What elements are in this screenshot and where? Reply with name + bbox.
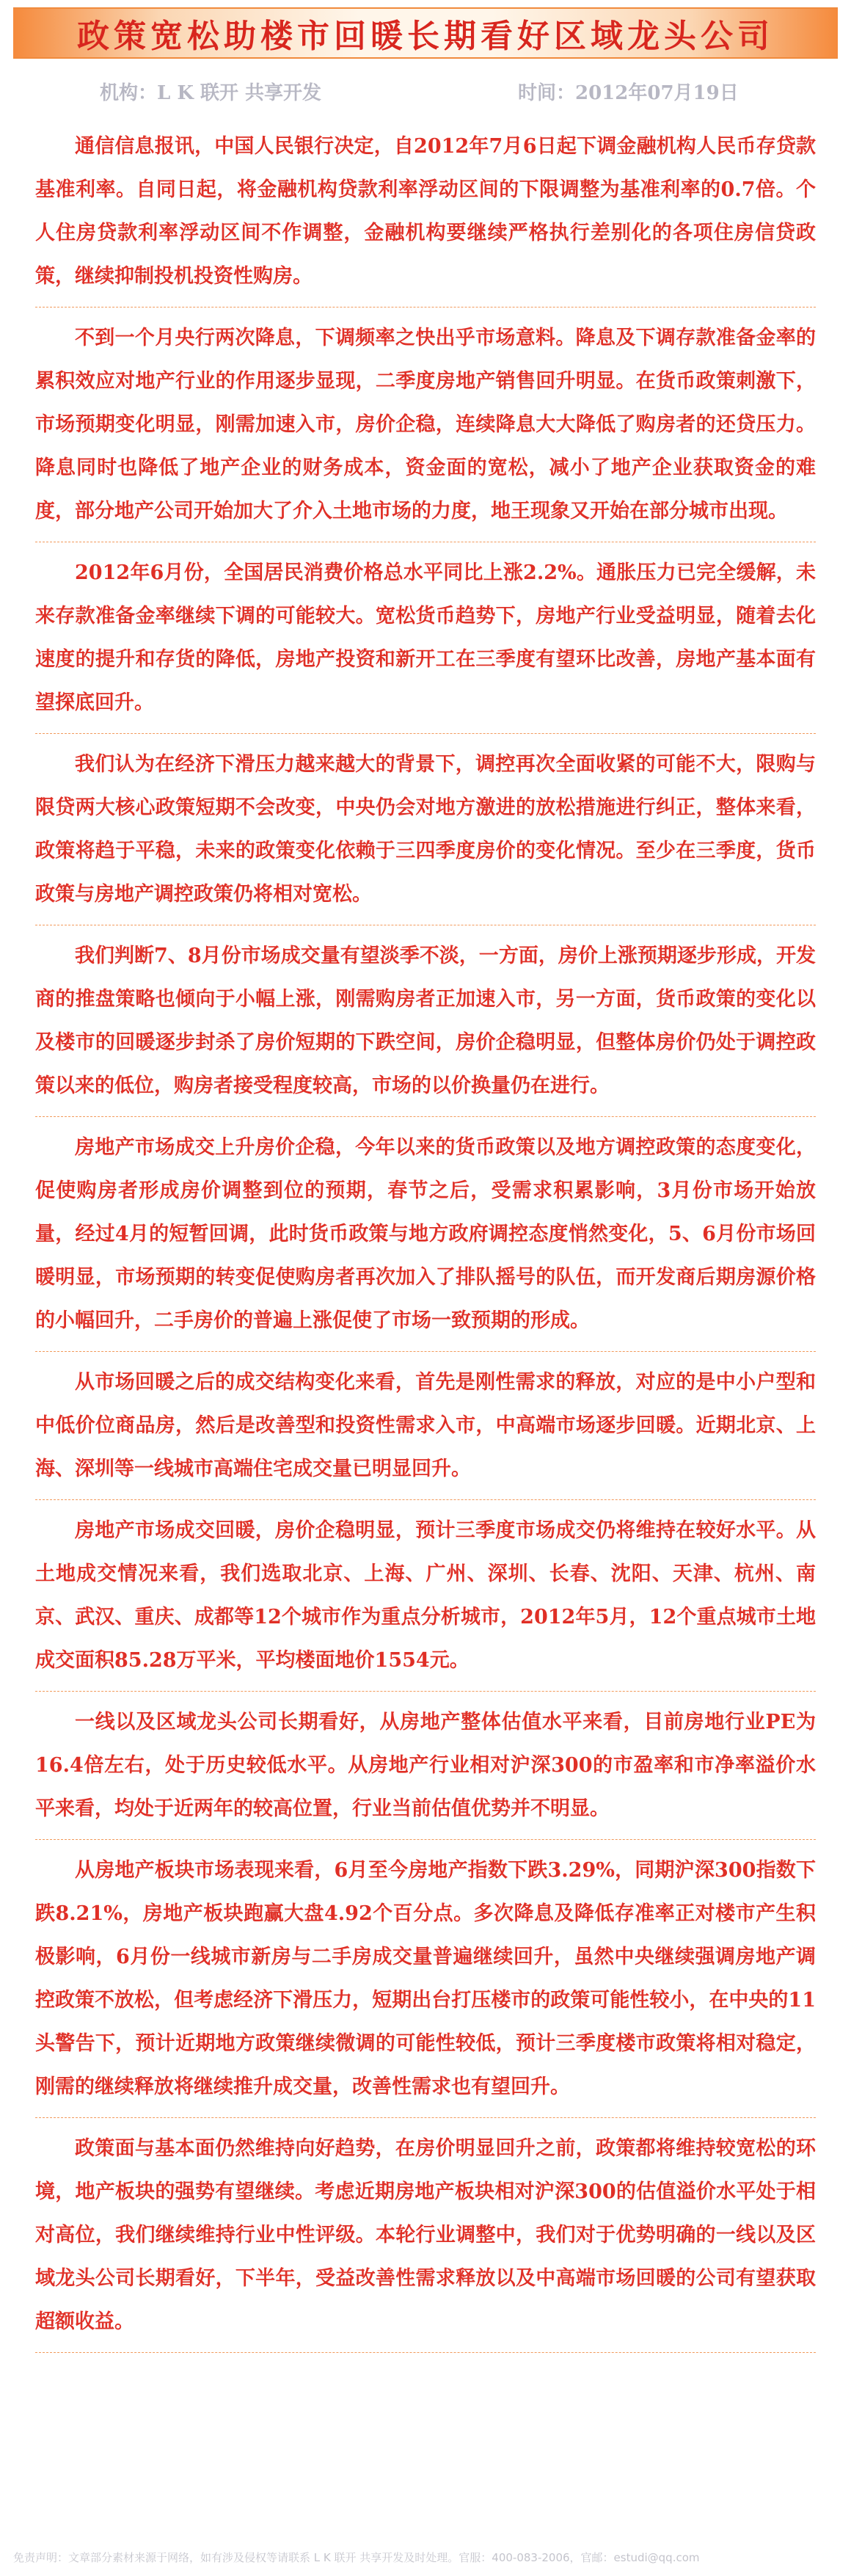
article-paragraph: 从房地产板块市场表现来看，6月至今房地产指数下跌3.29%，同期沪深300指数下跌8.21%，房地产板块跑赢大盘4.92个百分点。多次降息及降低存准率正对楼市产生积极影响，6月份一线城市新房与二手房成交量普遍继续回升，虽然中央继续强调房地产调控政策不放松，但考虑经济下滑压力，短期出台打压楼市的政策可能性较小，在中央的11头警告下，预计近期地方政策继续微调的可能性较低，预计三季度楼市政策将相对稳定，刚需的继续释放将继续推升成交量，改善性需求也有望回升。	[35, 1849, 816, 2118]
page-title: 政策宽松助楼市回暖长期看好区域龙头公司	[77, 18, 774, 55]
footer-disclaimer: 免责声明：文章部分素材来源于网络，如有涉及侵权等请联系 L K 联开 共享开发及时处理。官服：400-083-2006，官邮：estudi@qq.com	[13, 2551, 700, 2564]
article-date: 时间：2012年07月19日	[518, 82, 739, 104]
article-paragraph: 从市场回暖之后的成交结构变化来看，首先是刚性需求的释放，对应的是中小户型和中低价位商品房，然后是改善型和投资性需求入市，中高端市场逐步回暖。近期北京、上海、深圳等一线城市高端住宅成交量已明显回升。	[35, 1361, 816, 1500]
article-paragraph: 2012年6月份，全国居民消费价格总水平同比上涨2.2%。通胀压力已完全缓解，未来存款准备金率继续下调的可能较大。宽松货币趋势下，房地产行业受益明显，随着去化速度的提升和存货的降低，房地产投资和新开工在三季度有望环比改善，房地产基本面有望探底回升。	[35, 551, 816, 734]
title-banner	[13, 7, 838, 59]
article-paragraph: 通信信息报讯，中国人民银行决定，自2012年7月6日起下调金融机构人民币存贷款基准利率。自同日起，将金融机构贷款利率浮动区间的下限调整为基准利率的0.7倍。个人住房贷款利率浮动区间不作调整，金融机构要继续严格执行差别化的各项住房信贷政策，继续抑制投机投资性购房。	[35, 125, 816, 308]
article-organization: 机构：L K 联开 共享开发	[100, 82, 322, 104]
article-paragraph: 房地产市场成交回暖，房价企稳明显，预计三季度市场成交仍将维持在较好水平。从土地成交情况来看，我们选取北京、上海、广州、深圳、长春、沈阳、天津、杭州、南京、武汉、重庆、成都等12个城市作为重点分析城市，2012年5月，12个重点城市土地成交面积85.28万平米，平均楼面地价1554元。	[35, 1509, 816, 1692]
article-body	[35, 125, 816, 2353]
article-paragraph: 一线以及区域龙头公司长期看好，从房地产整体估值水平来看，目前房地行业PE为16.4倍左右，处于历史较低水平。从房地产行业相对沪深300的市盈率和市净率溢价水平来看，均处于近两年的较高位置，行业当前估值优势并不明显。	[35, 1700, 816, 1840]
article-paragraph: 不到一个月央行两次降息，下调频率之快出乎市场意料。降息及下调存款准备金率的累积效应对地产行业的作用逐步显现，二季度房地产销售回升明显。在货币政策刺激下，市场预期变化明显，刚需加速入市，房价企稳，连续降息大大降低了购房者的还贷压力。降息同时也降低了地产企业的财务成本，资金面的宽松，减小了地产企业获取资金的难度，部分地产公司开始加大了介入土地市场的力度，地王现象又开始在部分城市出现。	[35, 316, 816, 542]
article-meta	[0, 78, 851, 107]
article-paragraph: 政策面与基本面仍然维持向好趋势，在房价明显回升之前，政策都将维持较宽松的环境，地产板块的强势有望继续。考虑近期房地产板块相对沪深300的估值溢价水平处于相对高位，我们继续维持行业中性评级。本轮行业调整中，我们对于优势明确的一线以及区域龙头公司长期看好，下半年，受益改善性需求释放以及中高端市场回暖的公司有望获取超额收益。	[35, 2127, 816, 2353]
article-paragraph: 我们认为在经济下滑压力越来越大的背景下，调控再次全面收紧的可能不大，限购与限贷两大核心政策短期不会改变，中央仍会对地方激进的放松措施进行纠正，整体来看，政策将趋于平稳，未来的政策变化依赖于三四季度房价的变化情况。至少在三季度，货币政策与房地产调控政策仍将相对宽松。	[35, 743, 816, 925]
article-paragraph: 房地产市场成交上升房价企稳，今年以来的货币政策以及地方调控政策的态度变化，促使购房者形成房价调整到位的预期，春节之后，受需求积累影响，3月份市场开始放量，经过4月的短暂回调，此时货币政策与地方政府调控态度悄然变化，5、6月份市场回暖明显，市场预期的转变促使购房者再次加入了排队摇号的队伍，而开发商后期房源价格的小幅回升，二手房价的普遍上涨促使了市场一致预期的形成。	[35, 1126, 816, 1352]
article-paragraph: 我们判断7、8月份市场成交量有望淡季不淡，一方面，房价上涨预期逐步形成，开发商的推盘策略也倾向于小幅上涨，刚需购房者正加速入市，另一方面，货币政策的变化以及楼市的回暖逐步封杀了房价短期的下跌空间，房价企稳明显，但整体房价仍处于调控政策以来的低位，购房者接受程度较高，市场的以价换量仍在进行。	[35, 934, 816, 1117]
